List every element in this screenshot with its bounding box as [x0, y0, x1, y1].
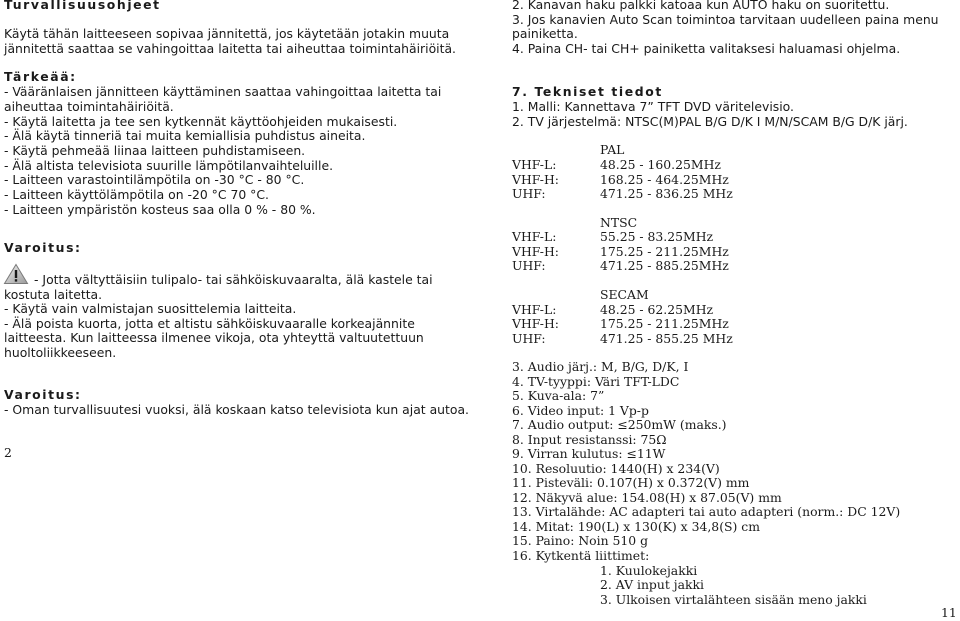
spec-item: 4. TV-tyyppi: Väri TFT-LDC	[512, 374, 680, 389]
system-name: SECAM	[600, 287, 649, 302]
spec-item: 13. Virtalähde: AC adapteri tai auto adapteri (norm.: DC 12V)	[512, 504, 901, 519]
section-heading: Turvallisuusohjeet	[4, 0, 161, 12]
connector-item: 1. Kuulokejakki	[600, 563, 698, 578]
page-number: 2	[4, 445, 12, 460]
spec-line: 2. TV järjestelmä: NTSC(M)PAL B/G D/K I M/N/SCAM B/G D/K järj.	[512, 114, 908, 129]
step-line: 2. Kanavan haku palkki katoaa kun AUTO haku on suoritettu.	[512, 0, 890, 12]
spec-item: 14. Mitat: 190(L) x 130(K) x 34,8(S) cm	[512, 519, 760, 534]
warning-title: Varoitus:	[4, 387, 82, 402]
band-label: UHF:	[512, 186, 546, 201]
band-range: 48.25 - 62.25MHz	[600, 302, 714, 317]
warning-line: kostuta laitetta.	[4, 287, 103, 302]
band-range: 471.25 - 836.25 MHz	[600, 186, 733, 201]
spec-item: 9. Virran kulutus: ≤11W	[512, 446, 666, 461]
spec-item: 15. Paino: Noin 510 g	[512, 533, 649, 548]
spec-item: 11. Pisteväli: 0.107(H) x 0.372(V) mm	[512, 475, 750, 490]
connector-item: 2. AV input jakki	[600, 577, 704, 592]
system-name: NTSC	[600, 215, 638, 230]
important-line: - Vääränlaisen jännitteen käyttäminen saattaa vahingoittaa laitetta tai	[4, 84, 442, 99]
spec-item: 7. Audio output: ≤250mW (maks.)	[512, 417, 727, 432]
important-line: - Älä käytä tinneriä tai muita kemiallisia puhdistus aineita.	[4, 128, 366, 143]
band-label: VHF-L:	[512, 302, 557, 317]
important-line: aiheuttaa toimintahäiriöitä.	[4, 99, 174, 114]
important-line: - Käytä laitetta ja tee sen kytkennät käyttöohjeiden mukaisesti.	[4, 114, 398, 129]
band-label: VHF-H:	[512, 244, 559, 259]
system-name: PAL	[600, 142, 625, 157]
spec-line: 1. Malli: Kannettava 7” TFT DVD väritelevisio.	[512, 99, 794, 114]
spec-item: 6. Video input: 1 Vp-p	[512, 403, 649, 418]
warning-triangle-icon	[3, 263, 29, 285]
band-label: VHF-H:	[512, 172, 559, 187]
band-label: VHF-L:	[512, 229, 557, 244]
spec-item: 10. Resoluutio: 1440(H) x 234(V)	[512, 461, 720, 476]
band-range: 175.25 - 211.25MHz	[600, 244, 729, 259]
band-label: VHF-L:	[512, 157, 557, 172]
important-line: - Laitteen ympäristön kosteus saa olla 0 % - 80 %.	[4, 202, 316, 217]
important-line: - Käytä pehmeää liinaa laitteen puhdistamiseen.	[4, 143, 306, 158]
step-line: painiketta.	[512, 26, 578, 41]
step-line: 4. Paina CH- tai CH+ painiketta valitaksesi haluamasi ohjelma.	[512, 41, 901, 56]
band-range: 55.25 - 83.25MHz	[600, 229, 714, 244]
important-line: - Älä altista televisiota suurille lämpötilanvaihteluille.	[4, 158, 334, 173]
spec-item: 5. Kuva-ala: 7”	[512, 388, 605, 403]
page-number: 11	[941, 605, 957, 620]
warning-line: - Älä poista kuorta, jotta et altistu sähköiskuvaaralle korkeajännite	[4, 316, 415, 331]
intro-line: jännitettä saattaa se vahingoittaa laitetta tai aiheuttaa toimintahäiriöitä.	[4, 41, 456, 56]
connector-item: 3. Ulkoisen virtalähteen sisään meno jakki	[600, 592, 867, 607]
intro-line: Käytä tähän laitteeseen sopivaa jännitettä, jos käytetään jotakin muuta	[4, 26, 450, 41]
band-label: VHF-H:	[512, 316, 559, 331]
spec-item: 8. Input resistanssi: 75Ω	[512, 432, 667, 447]
spec-item: 16. Kytkentä liittimet:	[512, 548, 650, 563]
warning-line: laitteesta. Kun laitteessa ilmenee vikoja, ota yhteyttä valtuutettuun	[4, 330, 424, 345]
specs-title: 7. Tekniset tiedot	[512, 84, 663, 99]
warning-line: - Käytä vain valmistajan suosittelemia laitteita.	[4, 301, 297, 316]
spec-item: 12. Näkyvä alue: 154.08(H) x 87.05(V) mm	[512, 490, 782, 505]
spec-item: 3. Audio järj.: M, B/G, D/K, I	[512, 359, 689, 374]
important-line: - Laitteen varastointilämpötila on -30 °C - 80 °C.	[4, 172, 305, 187]
warning-line: - Jotta vältyttäisiin tulipalo- tai sähköiskuvaaralta, älä kastele tai	[34, 272, 433, 287]
warning-title: Varoitus:	[4, 240, 82, 255]
band-range: 471.25 - 885.25MHz	[600, 258, 729, 273]
important-line: - Laitteen käyttölämpötila on -20 °C 70 °C.	[4, 187, 269, 202]
band-label: UHF:	[512, 331, 546, 346]
warning-line: huoltoliikkeeseen.	[4, 345, 117, 360]
band-range: 175.25 - 211.25MHz	[600, 316, 729, 331]
warning-line: - Oman turvallisuutesi vuoksi, älä koskaan katso televisiota kun ajat autoa.	[4, 402, 469, 417]
band-range: 48.25 - 160.25MHz	[600, 157, 721, 172]
band-range: 471.25 - 855.25 MHz	[600, 331, 733, 346]
important-title: Tärkeää:	[4, 69, 77, 84]
band-label: UHF:	[512, 258, 546, 273]
band-range: 168.25 - 464.25MHz	[600, 172, 729, 187]
step-line: 3. Jos kanavien Auto Scan toimintoa tarvitaan uudelleen paina menu	[512, 12, 939, 27]
